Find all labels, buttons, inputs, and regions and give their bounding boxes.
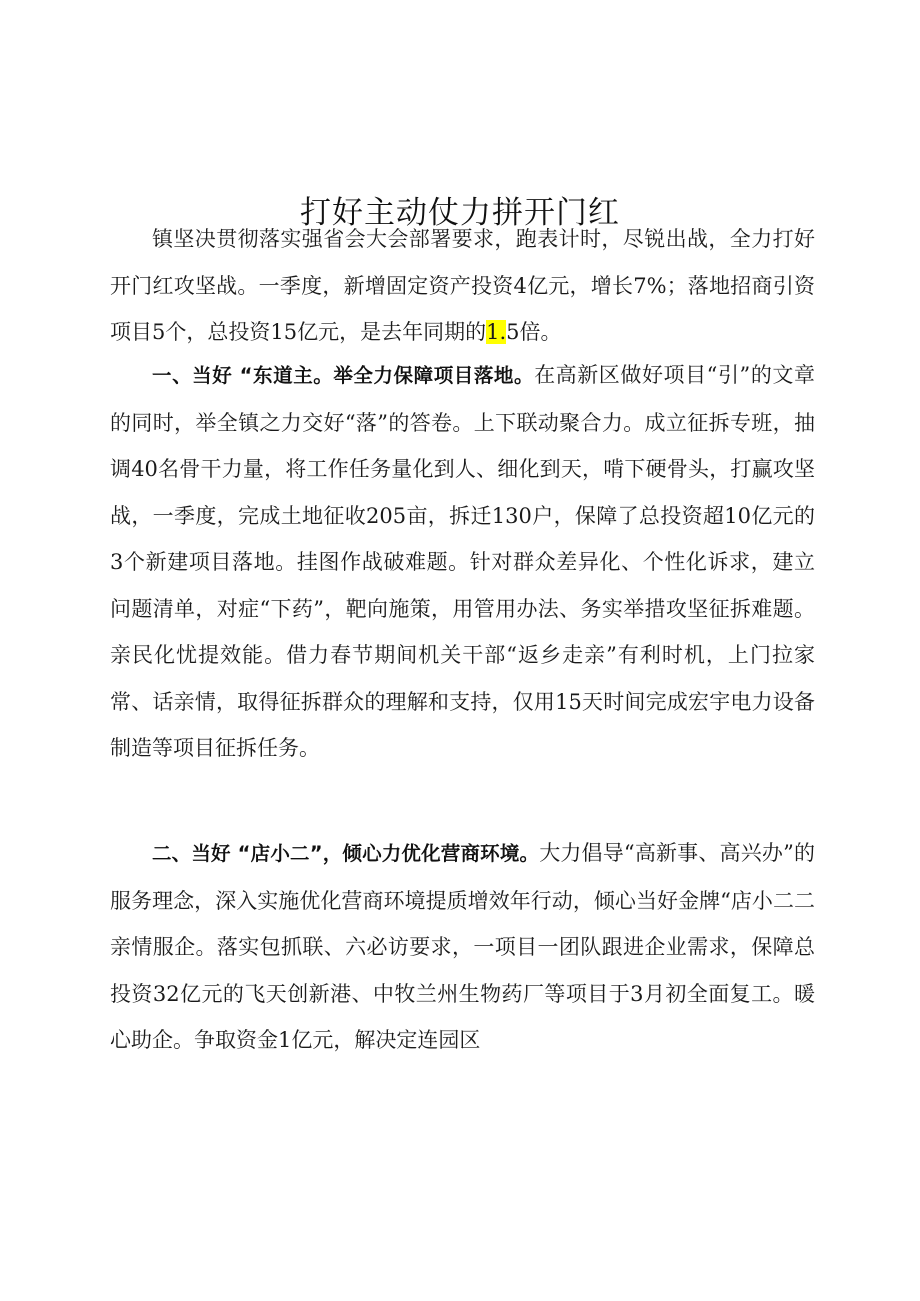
document-title: 打好主动仗力拼开门红 xyxy=(300,194,620,231)
intro-text-end: 5倍。 xyxy=(506,320,562,344)
section-heading-1: 一、当好 “东道主。举全力保障项目落地。 xyxy=(152,364,535,387)
section-body-1: 在高新区做好项目“引”的文章的同时，举全镇之力交好“落”的答卷。上下联动聚合力。成立征拆专班，抽调40名骨干力量，将工作任务量化到人、细化到天，啃下硬骨头，打赢攻坚战，一季度，完成土地征收205亩，拆迁130户，保障了总投资超10亿元的3个新建项目落地。挂图作战破难题。针对群众差异化、个性化诉求，建立问题清单，对症“下药”，靶向施策，用管用办法、务实举措攻坚征拆难题。亲民化忧提效能。借力春节期间机关干部“返乡走亲”有利时机，上门拉家常、话亲情，取得征拆群众的理解和支持，仅用15天时间完成宏宇电力设备制造等项目征拆任务。 xyxy=(110,363,815,760)
section-body-2: 大力倡导“高新事、高兴办”的服务理念，深入实施优化营商环境提质增效年行动，倾心当好金牌“店小二二亲情服企。落实包抓联、六必访要求，一项目一团队跟进企业需求，保障总投资32亿元的飞天创新港、中牧兰州生物药厂等项目于3月初全面复工。暖心助企。争取资金1亿元，解决定连园区 xyxy=(110,841,815,1052)
section-heading-2: 二、当好 “店小二”，倾心力优化营商环境。 xyxy=(152,842,540,865)
highlighted-text: 1. xyxy=(486,320,507,344)
section-paragraph-2 xyxy=(110,830,815,1064)
section-paragraph-1 xyxy=(110,352,815,772)
intro-paragraph xyxy=(110,216,815,356)
intro-text: 镇坚决贯彻落实强省会大会部署要求，跑表计时，尽锐出战，全力打好开门红攻坚战。一季度，新增固定资产投资4亿元，增长7%；落地招商引资项目5个，总投资15亿元，是去年同期的 xyxy=(110,227,815,344)
